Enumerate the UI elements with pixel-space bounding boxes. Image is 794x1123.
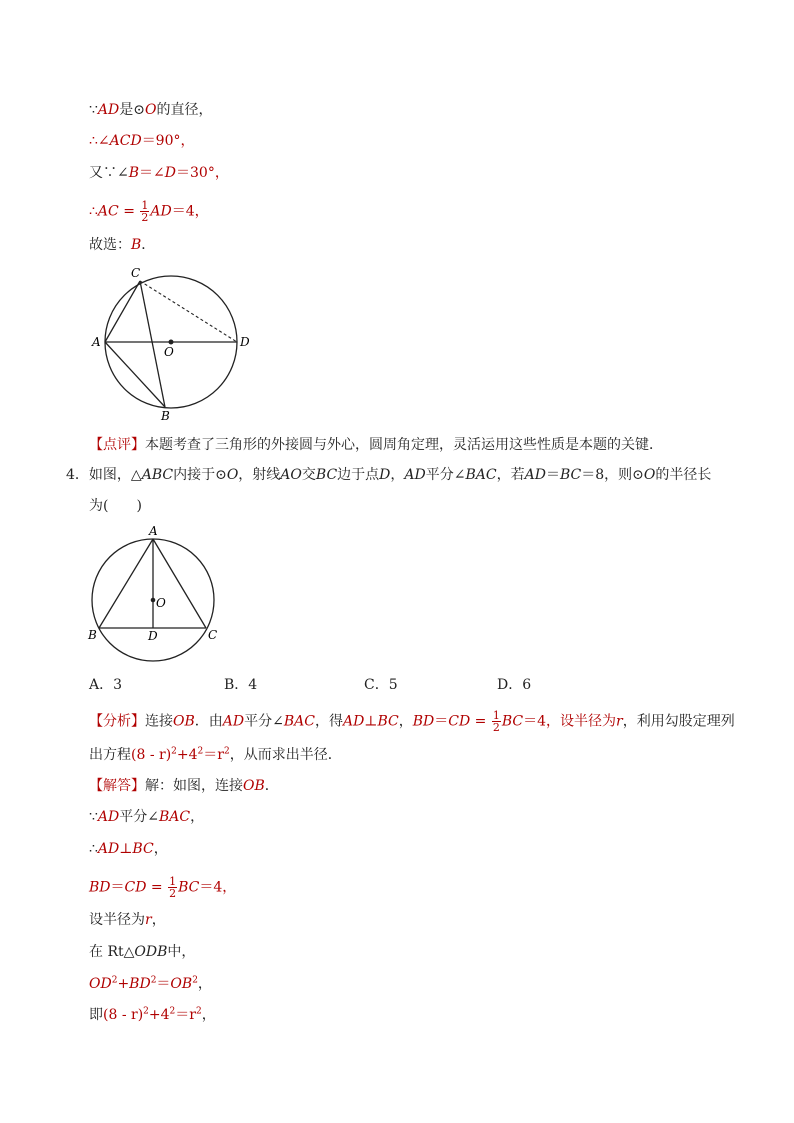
solution-line-1: 【解答】解：如图，连接OB． [89,778,279,794]
fraction-one-half-analysis: $\frac{1}{2}$ [492,709,500,734]
solution-line-7: $OD^2+BD^2=OB^2$， [89,975,212,992]
solution-line-5: 设半径为r， [89,912,166,928]
label-b: B [161,409,170,423]
prev-line-4: ∴AC = $\frac{1}{2}$ AD＝4， [89,199,209,224]
fraction-one-half-solution: $\frac{1}{2}$ [169,875,177,900]
solution-line-6: 在 Rt△ODB中， [89,944,196,960]
prev-line-5: 故选：B． [89,237,156,253]
segment-cd-dashed [140,281,237,342]
option-b[interactable]: B．4 [224,677,258,693]
center-point-o [169,340,174,345]
label-a-2: A [149,524,158,538]
label-o: O [164,345,174,359]
label-c-2: C [208,628,218,642]
figure-circle-2 [84,522,224,664]
solution-line-8: 即$(8 - r)^2+4^2=r^2$， [89,1006,216,1023]
segment-ac [105,281,140,342]
label-b-2: B [88,628,97,642]
analysis-line-1: 【分析】连接OB．由AD平分∠BAC，得AD⊥BC，BD＝CD = $\frac{1}{2}$ BC＝4，设半径为r，利用勾股定理列 [89,709,735,734]
label-o-2: O [156,596,166,610]
solution-line-3: ∴AD⊥BC， [89,841,168,857]
question-4-line-2: 为( ) [89,498,142,514]
label-d-2: D [148,629,158,643]
solution-line-2: ∵AD平分∠BAC， [89,809,205,825]
figure-circle-1 [86,262,256,424]
center-point-o-2 [151,598,156,603]
prev-line-1: ∵AD是⊙O的直径， [89,102,213,118]
label-d: D [240,335,250,349]
prev-line-2: ∴∠ACD＝90°， [89,133,195,149]
label-a: A [92,335,101,349]
segment-cb [140,281,165,407]
fraction-one-half: $\frac{1}{2}$ [141,199,149,224]
option-d[interactable]: D．6 [497,677,532,693]
comment-line: 【点评】本题考查了三角形的外接圆与外心，圆周角定理，灵活运用这些性质是本题的关键． [89,437,663,453]
segment-ac-2 [153,539,206,628]
segment-ab-2 [99,539,153,628]
analysis-line-2: 出方程$(8 - r)^2+4^2=r^2$，从而求出半径． [89,746,342,763]
label-c: C [131,266,141,280]
option-c[interactable]: C．5 [364,677,398,693]
option-a[interactable]: A．3 [89,677,123,693]
prev-line-3: 又∵∠B＝∠D＝30°， [89,165,229,181]
solution-line-4: BD＝CD = $\frac{1}{2}$ BC＝4， [89,875,237,900]
question-4-line-1: 4．如图，△ABC内接于⊙O，射线AO交BC边于点D，AD平分∠BAC，若AD＝BC＝8，则⊙O的半径长 [66,467,712,483]
